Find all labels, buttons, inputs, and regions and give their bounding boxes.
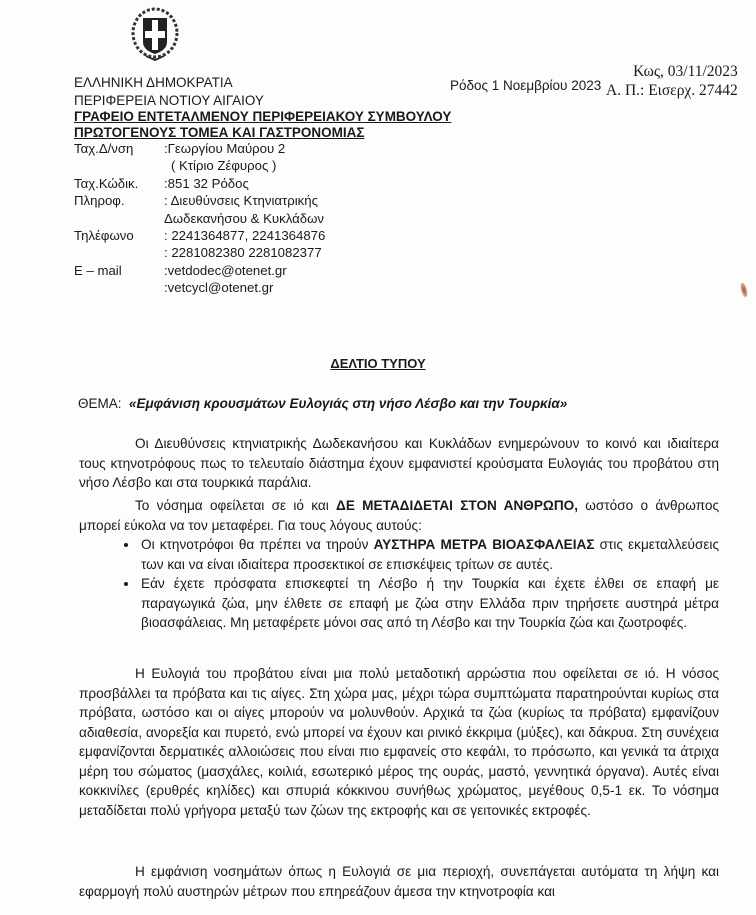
postcode-label: Ταχ.Κώδικ. [74,175,139,191]
subject-text: «Εμφάνιση κρουσμάτων Ευλογιάς στη νήσο Λέσβο και την Τουρκία» [129,396,568,411]
phone-value: : 2241364877, 2241364876 [164,228,326,244]
address-label: Ταχ.Δ/νση [74,141,134,156]
email-label: E – mail [74,262,122,278]
header-country: ΕΛΛΗΝΙΚΗ ΔΗΜΟΚΡΑΤΙΑ [74,75,233,90]
paper-stain [739,281,749,298]
paragraph-2: Το νόσημα οφείλεται σε ιό και ΔΕ ΜΕΤΑΔΙΔΕΤΑΙ ΣΤΟΝ ΑΝΘΡΩΠΟ, ωστόσο ο άνθρωπος μπορεί εύκολα να τον μεταφέρει. Για τους λόγους αυτούς: • Οι κτηνοτρόφοι θα πρέπει να τηρούν ΑΥΣΤΗΡΑ ΜΕΤΡΑ ΒΙΟΑΣΦΑΛΕΙΑΣ στις εκμεταλλεύσεις των και να είναι ιδιαίτερα προσεκτικοί σε επισκέψεις τρίτων σε αυτές. • Εάν έχετε πρόσφατα επισκεφτεί τη Λέσβο ή την Τουρκία και έχετε έλθει σε επαφή με παραγωγικά ζώα, μην έλθετε σε επαφή με ζώα στην Ελλάδα πριν τηρήσετε αυστηρά μέτρα βιοασφάλειας. Μη μεταφέρετε μόνοι σας από τη Λέσβο και την Τουρκία ζώα και ζωοτροφές. [79,496,719,633]
info-label: Πληροφ. [74,193,125,209]
info-value-2: Δωδεκανήσου & Κυκλάδων [164,210,324,226]
paragraph-1: Οι Διευθύνσεις κτηνιατρικής Δωδεκανήσου και Κυκλάδων ενημερώνουν το κοινό και ιδιαίτερα τους κτηνοτρόφους πως το τελευταίο διάστημα έχουν εμφανιστεί κρούσματα Ευλογιάς του προβάτου στη νήσο Λέσβο και στα τουρκικά παράλια. [79,436,719,490]
header-office: ΓΡΑΦΕΙΟ ΕΝΤΕΤΑΛΜΕΝΟΥ ΠΕΡΙΦΕΡΕΙΑΚΟΥ ΣΥΜΒΟΥΛΟΥ [74,109,452,124]
contact-block [74,140,325,297]
greek-coat-of-arms-icon [130,6,180,64]
info-value: : Διευθύνσεις Κτηνιατρικής [164,193,318,209]
subject-label: ΘΕΜΑ: [78,396,122,411]
subject-line [78,396,567,411]
paragraph-3: Η Ευλογιά του προβάτου είναι μια πολύ μεταδοτική αρρώστια που οφείλεται σε ιό. Η νόσος προσβάλλει τα πρόβατα και τις αίγες. Στη χώρα μας, μέχρι τώρα συμπτώματα παρατηρούνται κυρίως στα πρόβατα, ωστόσο και οι αίγες μπορούν να μολυνθούν. Αρχικά τα ζώα (κυρίως τα πρόβατα) εμφανίζουν αδιαθεσία, ανορεξία και πυρετό, ενώ μπορεί να έχουν και ρινικό έκκριμα (μύξες), και δάκρυα. Στη συνέχεια εμφανίζονται δερματικές αλλοιώσεις που είναι πιο εμφανείς στο κεφάλι, το πρόσωπο, και γενικά τα άτριχα μέρη του σώματος (μασχάλες, κοιλιά, εσωτερικό μέρος της ουράς, μαστό, γεννητικά όργανα). Αυτές είναι κοκκινίλες (ερυθρές κηλίδες) και σπυριά κόκκινου συνήθως χρώματος, μεγέθους 0,5-1 εκ. Το νόσημα μεταδίδεται πολύ γρήγορα μεταξύ των ζώων της εκτροφής και σε γειτονικές εκτροφές. [79,666,719,818]
place-date: Ρόδος 1 Νοεμβρίου 2023 [450,78,602,93]
measures-list [79,535,719,633]
stamp-date: Κως, 03/11/2023 [633,63,738,80]
phone-label: Τηλέφωνο [74,228,134,244]
email-value[interactable]: :vetdodec@otenet.gr [164,262,287,278]
postcode-value: :851 32 Ρόδος [164,175,249,191]
press-release-title: ΔΕΛΤΙΟ ΤΥΠΟΥ [330,356,426,371]
emphasis-not-transmitted: ΔΕ ΜΕΤΑΔΙΔΕΤΑΙ ΣΤΟΝ ΑΝΘΡΩΠΟ, [336,498,578,513]
address-value: :Γεωργίου Μαύρου 2 [164,141,286,156]
address-building: ( Κτίριο Ζέφυρος ) [171,158,277,174]
email-value-2[interactable]: :vetcycl@otenet.gr [164,280,274,296]
header-sector: ΠΡΩΤΟΓΕΝΟΥΣ ΤΟΜΕΑ ΚΑΙ ΓΑΣΤΡΟΝΟΜΙΑΣ [74,125,365,140]
incoming-stamp [606,62,738,100]
paragraph-4: Η εμφάνιση νοσημάτων όπως η Ευλογιά σε μια περιοχή, συνεπάγεται αυτόματα τη λήψη και εφαρμογή πολύ αυστηρών μέτρων που επηρεάζουν άμεσα την κτηνοτροφία και [79,864,719,899]
list-item: • Εάν έχετε πρόσφατα επισκεφτεί τη Λέσβο ή την Τουρκία και έχετε έλθει σε επαφή με παραγωγικά ζώα, μην έλθετε σε επαφή με ζώα στην Ελλάδα πριν τηρήσετε αυστηρά μέτρα βιοασφάλειας. Μη μεταφέρετε μόνοι σας από τη Λέσβο και την Τουρκία ζώα και ζωοτροφές. [139,574,719,633]
phone-value-2: : 2281082380 2281082377 [164,245,322,261]
list-item: • Οι κτηνοτρόφοι θα πρέπει να τηρούν ΑΥΣΤΗΡΑ ΜΕΤΡΑ ΒΙΟΑΣΦΑΛΕΙΑΣ στις εκμεταλλεύσεις των και να είναι ιδιαίτερα προσεκτικοί σε επισκέψεις τρίτων σε αυτές. [139,535,719,574]
header-region: ΠΕΡΙΦΕΡΕΙΑ ΝΟΤΙΟΥ ΑΙΓΑΙΟΥ [74,93,264,108]
stamp-protocol: Α. Π.: Εισερχ. 27442 [606,82,738,99]
